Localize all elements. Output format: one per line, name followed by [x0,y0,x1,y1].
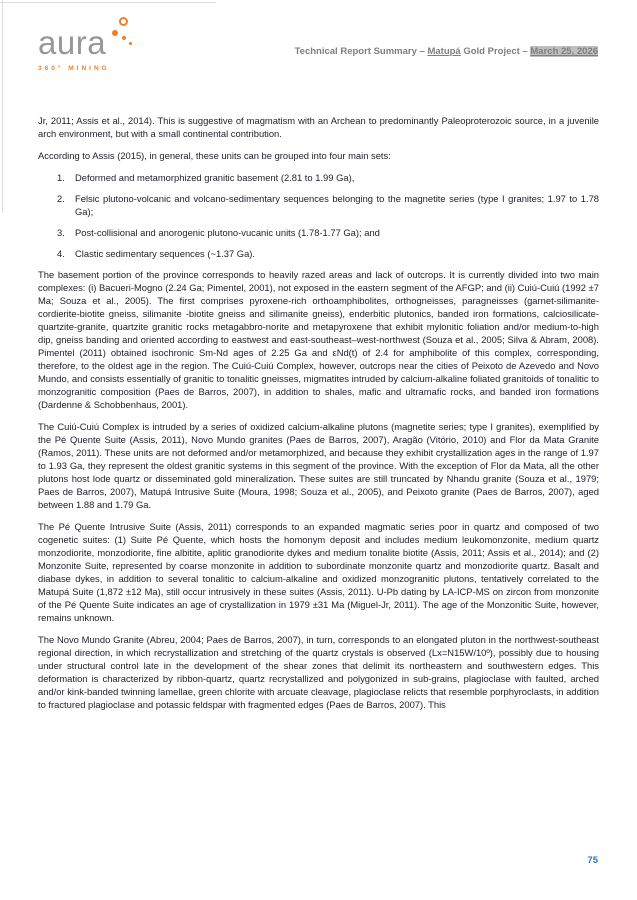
list-item-text: Post-collisional and anorogenic plutono-vucanic units (1.78-1.77 Ga); and [75,227,380,238]
paragraph-basement: The basement portion of the province corresponds to heavily razed areas and lack of outcrops. It is currently divided into two main complexes: (i) Bacueri-Mogno (2.24 Ga; Pimentel, 2001), not exposed in the eastern segment of the AFGP; and (ii) Cuiú-Cuiú (1992 ±7 Ma; Souza et al., 2005). The first comprises pyroxene-rich orthoamphibolites, orthogneisses, paragneisses (garnet-silimanite-cordierite-biotite gneiss, silimanite -biotite gneiss and silimanite gneiss), enderbitic plutonics, banded iron formations, calciosilicate-quartzite-granite, quartzite granitic rocks metagabbro-norite and metapyroxene that exhibit mylonitic foliation and/or medium-to-high dip, gneiss banding and oriented according to eastwest and east-southeast–west-northwest (Souza et al., 2005; Silva & Abram, 2008). Pimentel (2011) obtained isochronic Sm-Nd ages of 2.25 Ga and εNd(t) of 2.4 for amphibolite of this complex, corresponding, therefore, to the oldest age in the region. The Cuiú-Cuiú Complex, however, outcrops near the cities of Peixoto de Azevedo and Novo Mundo, and consists essentially of granitic to tonalitic gneisses, migmatites intruded by calcium-alkaline foliated granitoids of tonalitic to monzogranitic composition (Paes de Barros, 2007), in addition to shales, mafic and ultramafic rocks, and banded iron formations (Dardenne & Schobbenhaus, 2001). [38,269,599,410]
logo-ring-dot-icon [119,17,128,26]
list-item-text: Deformed and metamorphized granitic basement (2.81 to 1.99 Ga), [75,172,355,183]
paragraph-novo-mundo-granite: The Novo Mundo Granite (Abreu, 2004; Paes de Barros, 2007), in turn, corresponds to an elongated pluton in the northwest-southeast regional direction, in which recrystallization and stretching of the quartz crystals is observed (Lx=N15W/10º), possibly due to housing under structural control late in the development of the shear zones that delimit its northeastern and southwestern edges. This deformation is characterized by ribbon-quartz, quartz recrystallized and polygonized in sub-grains, plagioclase with faulted, arched and/or kink-banded twinning lamellae, green chlorite with arcuate cleavage, plagioclase relicts that resemble porphyroclasts, in addition to fractured plagioclase and potassic feldspar with fragmented edges (Paes de Barros, 2007). This [38,634,599,710]
list-item-text: Felsic plutono-volcanic and volcano-sedimentary sequences belonging to the magnetite series (type I granites; 1.97 to 1.78 Ga); [75,193,599,217]
list-item-2 [57,192,599,218]
aura-logo [38,26,158,72]
title-date: March 25, 2026 [530,46,598,57]
page-number: 75 [587,855,598,866]
list-item-4 [57,247,599,260]
page-edge-line-horizontal [0,2,216,3]
paragraph-magmatism-source: Jr, 2011; Assis et al., 2014). This is suggestive of magmatism with an Archean to predominantly Paleoproterozoic source, in a juvenile arch environment, but with a small continental contribution. [38,115,599,139]
title-project-name: Matupá [427,46,461,57]
title-prefix: Technical Report Summary – [294,46,428,57]
title-middle: Gold Project – [460,46,531,57]
list-item-number: 2. [57,193,65,204]
list-item-number: 3. [57,227,65,238]
list-item-1 [57,171,599,184]
main-sets-list [38,171,599,260]
paragraph-pe-quente-suite: The Pé Quente Intrusive Suite (Assis, 2011) corresponds to an expanded magmatic series poor in quartz and composed of two cogenetic suites: (1) Suite Pé Quente, which hosts the homonym deposit and includes medium leukomonzonite, medium quartz monzodiorite, monzodiorite, fine albitite, aplitic granodiorite dykes and medium tonalite biotite (Assis, 2011; Assis et al., 2014); and (2) Monzonite Suite, represented by coarse monzonite in addition to subordinate monzonite quartz and monzodiorite quartz. Basalt and diabase dykes, in addition to several tonalitic to calcium-alkaline and oxidized monzogranitic plutons, tentatively correlated to the Matupá Suite (1,872 ±12 Ma), still occur intrusively in these suites (Assis, 2011). U-Pb dating by LA-ICP-MS on zircon from monzonite of the Pé Quente Suite indicates an age of crystallization in 1979 ±31 Ma (Miguel-Jr, 2011). The age of the Monzonitic Suite, however, remains unknown. [38,521,599,623]
logo-tagline: 360° MINING [38,65,110,72]
document-title [295,46,598,57]
list-item-number: 1. [57,172,65,183]
list-item-text: Clastic sedimentary sequences (~1.37 Ga). [75,248,256,259]
paragraph-cuiu-cuiu-complex: The Cuiú-Cuiú Complex is intruded by a series of oxidized calcium-alkaline plutons (magnetite series; type I granites), exemplified by the Pé Quente Suite (Assis, 2011), Novo Mundo granites (Paes de Barros, 2007), Aragão (Vitório, 2010) and Flor da Mata Granite (Ramos, 2011). These units are not deformed and/or metamorphized, and because they exhibit crystallization ages in the range of 1.97 to 1.93 Ga, they represent the oldest granitic systems in this segment of the province. With the exception of Flor da Mata, all the other plutons host lode quartz or disseminated gold mineralization. These suites are still truncated by Nhandu granite (Souza et al., 1979; Paes de Barros, 2007), Matupá Intrusive Suite (Moura, 1998; Souza et al., 2005), and Peixoto granite (Paes de Barros, 2007), aged between 1.88 and 1.79 Ga. [38,421,599,510]
logo-dot-medium-icon [122,36,126,40]
list-item-number: 4. [57,248,65,259]
logo-dot-small-icon [129,42,132,45]
list-item-3 [57,226,599,239]
logo-row [38,26,158,59]
logo-brand-text: aura [38,24,107,61]
logo-dot-large-icon [112,30,118,36]
document-body [38,114,599,720]
paragraph-units-intro: According to Assis (2015), in general, these units can be grouped into four main sets: [38,150,391,161]
page-edge-line-vertical [2,0,3,213]
